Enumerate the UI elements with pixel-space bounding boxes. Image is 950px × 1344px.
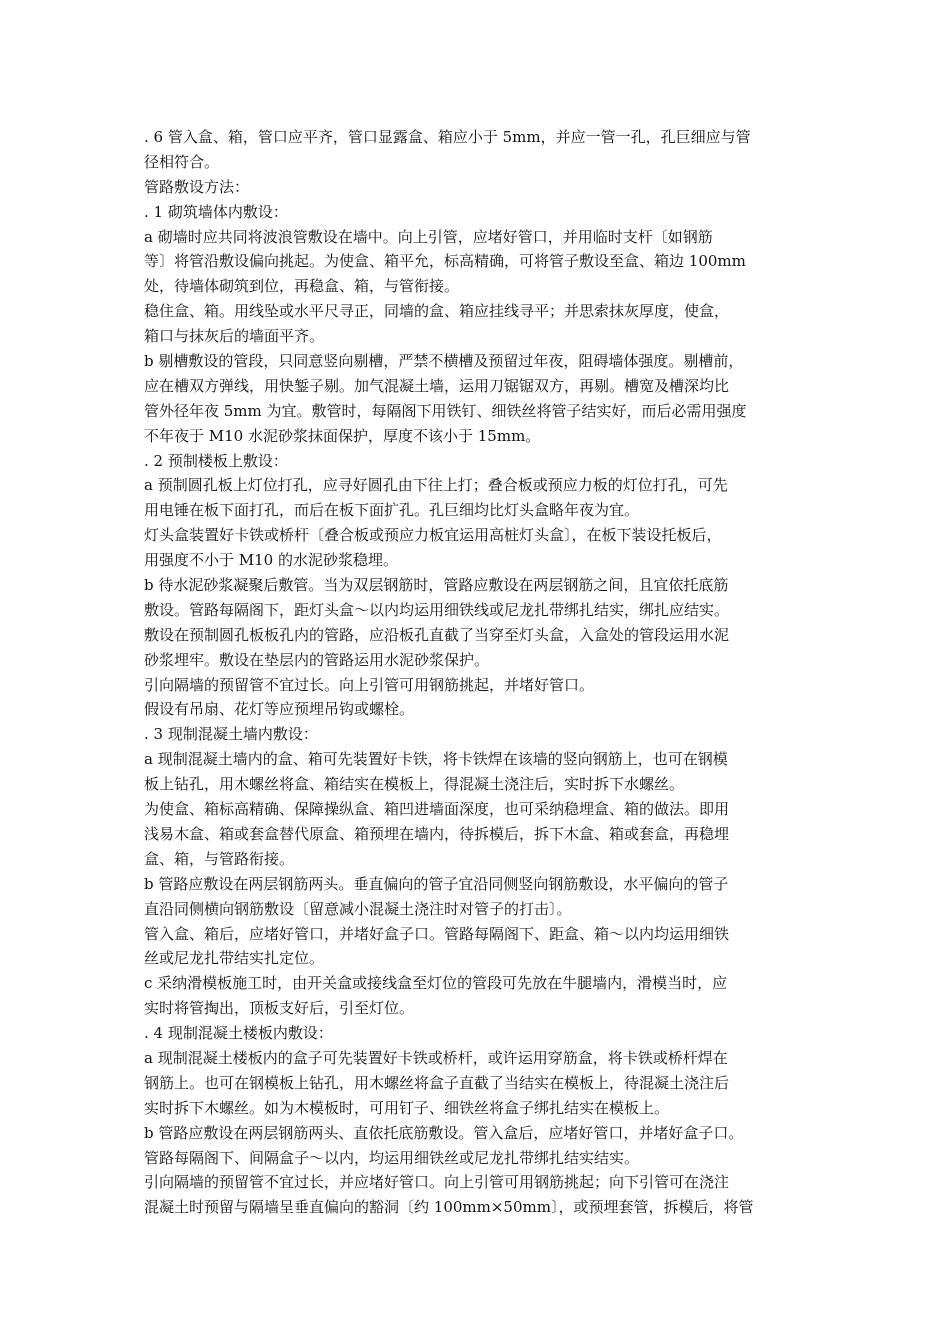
text-line: 直沿同侧横向钢筋敷设〔留意减小混凝土浇注时对管子的打击〕。 <box>144 899 572 918</box>
text-line: 用强度不小于 M10 的水泥砂浆稳埋。 <box>144 551 398 570</box>
text-line: 实时将管掏出，顶板支好后，引至灯位。 <box>144 999 415 1018</box>
text-line: a 现制混凝土楼板内的盒子可先装置好卡铁或桥杆，或许运用穿筋盒，将卡铁或桥杆焊在 <box>144 1048 728 1067</box>
text-line: 实时拆下木螺丝。如为木模板时，可用钉子、细铁丝将盒子绑扎结实在模板上。 <box>144 1098 670 1117</box>
text-line: 砂浆埋牢。敷设在垫层内的管路运用水泥砂浆保护。 <box>144 650 490 669</box>
text-line: b 剔槽敷设的管段，只同意竖向剔槽，严禁不横槽及预留过年夜，阻碍墙体强度。剔槽前， <box>144 352 744 371</box>
document-body <box>144 125 824 1220</box>
text-line: a 预制圆孔板上灯位打孔，应寻好圆孔由下往上打；叠合板或预应力板的灯位打孔，可先 <box>144 476 728 495</box>
section-heading: . 2 预制楼板上敷设： <box>144 451 288 470</box>
section-heading: . 3 现制混凝土墙内敷设： <box>144 725 318 744</box>
section-heading: . 1 砌筑墙体内敷设： <box>144 202 288 221</box>
text-line: 引向隔墙的预留管不宜过长。向上引管可用钢筋挑起，并堵好管口。 <box>144 675 595 694</box>
text-line: 管外径年夜 5mm 为宜。敷管时，每隔阁下用铁钉、细铁丝将管子结实好，而后必需用强度 <box>144 401 747 420</box>
text-line: 敷设在预制圆孔板板孔内的管路，应沿板孔直截了当穿至灯头盒，入盒处的管段运用水泥 <box>144 625 730 644</box>
text-line: b 待水泥砂浆凝聚后敷管。当为双层钢筋时，管路应敷设在两层钢筋之间，且宜依托底筋 <box>144 576 729 595</box>
text-line: 板上钻孔，用木螺丝将盒、箱结实在模板上，得混凝土浇注后，实时拆下水螺丝。 <box>144 775 685 794</box>
text-line: 稳住盒、箱。用线坠或水平尺寻正，同墙的盒、箱应挂线寻平；并思索抹灰厚度，使盒， <box>144 302 730 321</box>
section-heading: 管路敷设方法： <box>144 177 250 196</box>
text-line: 用电锤在板下面打孔，而后在板下面扩孔。孔巨细均比灯头盒略年夜为宜。 <box>144 501 640 520</box>
text-line: 为使盒、箱标高精确、保障操纵盒、箱凹进墙面深度，也可采纳稳埋盒、箱的做法。即用 <box>144 800 730 819</box>
text-line: a 现制混凝土墙内的盒、箱可先装置好卡铁，将卡铁焊在该墙的竖向钢筋上，也可在钢模 <box>144 750 728 769</box>
text-line: 混凝土时预留与隔墙呈垂直偏向的豁洞〔约 100mm×50mm〕，或预埋套管，拆模后，将管 <box>144 1198 754 1217</box>
text-line: 管路每隔阁下、间隔盒子～以内，均运用细铁丝或尼龙扎带绑扎结实结实。 <box>144 1148 640 1167</box>
section-heading: . 4 现制混凝土楼板内敷设： <box>144 1024 333 1043</box>
text-line: 钢筋上。也可在钢模板上钻孔，用木螺丝将盒子直截了当结实在模板上，待混凝土浇注后 <box>144 1073 730 1092</box>
text-line: 引向隔墙的预留管不宜过长，并应堵好管口。向上引管可用钢筋挑起；向下引管可在浇注 <box>144 1173 730 1192</box>
text-line: 管入盒、箱后，应堵好管口，并堵好盒子口。管路每隔阁下、距盒、箱～以内均运用细铁 <box>144 924 730 943</box>
text-line: a 砌墙时应共同将波浪管敷设在墙中。向上引管，应堵好管口，并用临时支杆〔如钢筋 <box>144 227 713 246</box>
text-line: b 管路应敷设在两层钢筋两头。垂直偏向的管子宜沿同侧竖向钢筋敷设，水平偏向的管子 <box>144 874 729 893</box>
text-line: 灯头盒装置好卡铁或桥杆〔叠合板或预应力板宜运用高桩灯头盒〕，在板下装设托板后， <box>144 526 722 545</box>
text-line: 假设有吊扇、花灯等应预埋吊钩或螺栓。 <box>144 700 415 719</box>
text-line: 等〕将管沿敷设偏向挑起。为使盒、箱平允，标高精确，可将管子敷设至盒、箱边 100mm <box>144 252 746 271</box>
text-line: c 采纳滑模板施工时，由开关盒或接线盒至灯位的管段可先放在牛腿墙内，滑模当时，应 <box>144 974 728 993</box>
text-line: 浅易木盒、箱或套盒替代原盒、箱预埋在墙内，待拆模后，拆下木盒、箱或套盒，再稳埋 <box>144 824 730 843</box>
text-line: 丝或尼龙扎带结实扎定位。 <box>144 949 325 968</box>
text-line: b 管路应敷设在两层钢筋两头、直依托底筋敷设。管入盒后，应堵好管口，并堵好盒子口。 <box>144 1123 744 1142</box>
text-line: 盒、箱，与管路衔接。 <box>144 849 295 868</box>
text-line: 径相符合。 <box>144 152 220 171</box>
text-line: 箱口与抹灰后的墙面平齐。 <box>144 327 325 346</box>
text-line: 处，待墙体砌筑到位，再稳盒、箱，与管衔接。 <box>144 277 460 296</box>
text-line: . 6 管入盒、箱，管口应平齐，管口显露盒、箱应小于 5mm，并应一管一孔，孔巨细应与管 <box>144 128 751 146</box>
text-line: 应在槽双方弹线，用快錾子剔。加气混凝土墙，运用刀锯锯双方，再剔。槽宽及槽深均比 <box>144 376 730 395</box>
text-line: 不年夜于 M10 水泥砂浆抹面保护，厚度不该小于 15mm。 <box>144 426 541 445</box>
text-line: 敷设。管路每隔阁下，距灯头盒～以内均运用细铁线或尼龙扎带绑扎结实，绑扎应结实。 <box>144 600 730 619</box>
